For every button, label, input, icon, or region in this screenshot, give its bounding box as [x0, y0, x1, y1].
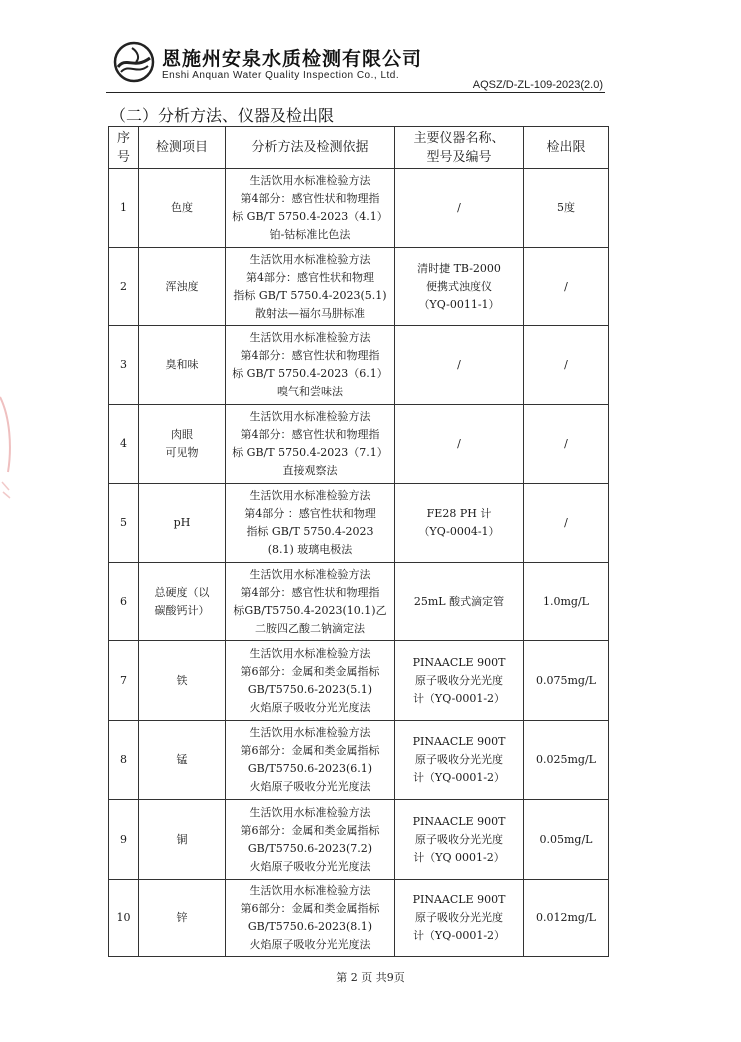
cell-item-line: 可见物: [165, 446, 199, 459]
cell-method-line: GB/T5750.6-2023(5.1): [247, 682, 373, 696]
cell-method-line: 火焰原子吸收分光光度法: [249, 780, 371, 793]
company-name-en: Enshi Anquan Water Quality Inspection Co., Ltd.: [162, 70, 400, 81]
cell-method-line: 标 GB/T 5750.4-2023（6.1）: [232, 367, 388, 380]
cell-no: 4: [109, 405, 139, 484]
table-row: [109, 800, 609, 880]
cell-method-line: 散射法—福尔马肼标准: [255, 306, 365, 320]
cell-no: 10: [109, 880, 139, 957]
cell-method-line: 火焰原子吸收分光光度法: [249, 700, 371, 714]
cell-limit: 5度: [524, 169, 609, 248]
cell-method-line: 第4部分：感官性状和物理: [246, 270, 374, 284]
cell-instrument-line: FE28 PH 计: [426, 507, 492, 520]
table-row: [109, 405, 609, 484]
header-divider: [106, 92, 605, 93]
cell-no: 2: [109, 248, 139, 326]
table-row: [109, 248, 609, 326]
cell-item: [139, 641, 226, 721]
cell-item: [139, 721, 226, 800]
cell-method-line: 第6部分：金属和类金属指标: [240, 823, 380, 837]
cell-instrument-line: PINAACLE 900T: [412, 735, 506, 748]
cell-method-line: 标 GB/T 5750.4-2023（7.1）: [232, 446, 388, 459]
cell-no: 7: [109, 641, 139, 721]
cell-item-line: 浑浊度: [165, 279, 199, 293]
cell-method-line: 生活饮用水标准检验方法: [249, 410, 371, 423]
cell-limit: /: [524, 248, 609, 326]
cell-item-line: pH: [173, 516, 191, 529]
cell-instrument-line: （YQ-0011-1）: [418, 297, 500, 311]
cell-instrument: [395, 484, 524, 563]
cell-instrument: [395, 405, 524, 484]
cell-instrument-line: 原子吸收分光光度: [415, 753, 503, 766]
table-row: [109, 484, 609, 563]
cell-method-line: 嗅气和尝味法: [277, 385, 343, 398]
cell-method-line: 第6部分：金属和类金属指标: [240, 902, 380, 915]
cell-method-line: 生活饮用水标准检验方法: [249, 567, 371, 581]
cell-item-line: 臭和味: [165, 358, 199, 371]
cell-item-line: 铜: [176, 832, 188, 846]
cell-method: [226, 641, 395, 721]
cell-method-line: 铂-钴标准比色法: [269, 228, 351, 241]
cell-instrument: [395, 800, 524, 880]
cell-instrument-line: 计（YQ-0001-2）: [412, 771, 506, 784]
cell-instrument-line: PINAACLE 900T: [412, 814, 506, 828]
cell-instrument-line: /: [457, 201, 461, 214]
section-title: （二）分析方法、仪器及检出限: [110, 106, 335, 125]
stamp-fragment-icon: [0, 392, 14, 502]
company-name-cn: 恩施州安泉水质检测有限公司: [162, 48, 423, 70]
table-row: [109, 721, 609, 800]
cell-no: 3: [109, 326, 139, 405]
page-number: 第 2 页 共9页: [336, 971, 405, 984]
cell-item: [139, 484, 226, 563]
cell-item: [139, 800, 226, 880]
cell-instrument: [395, 721, 524, 800]
cell-instrument-line: PINAACLE 900T: [412, 893, 506, 906]
methods-table: [108, 126, 609, 957]
cell-instrument-line: 原子吸收分光光度: [415, 911, 503, 924]
table-row: [109, 169, 609, 248]
cell-method-line: 第4部分 ：感官性状和物理: [244, 507, 376, 520]
cell-method-line: 第4部分：感官性状和物理指: [240, 585, 380, 599]
cell-method-line: 生活饮用水标准检验方法: [249, 884, 371, 897]
cell-limit: 0.05mg/L: [524, 800, 609, 880]
company-logo-icon: [112, 40, 156, 84]
cell-method-line: 第4部分：感官性状和物理指: [240, 349, 380, 362]
cell-no: 1: [109, 169, 139, 248]
cell-limit: 1.0mg/L: [524, 563, 609, 641]
cell-instrument-line: 25mL 酸式滴定管: [413, 594, 505, 608]
cell-item-line: 总硬度（以: [154, 585, 210, 599]
header-method: 分析方法及检测依据: [226, 127, 395, 169]
cell-method-line: 生活饮用水标准检验方法: [249, 489, 371, 502]
cell-method-line: 指标 GB/T 5750.4-2023(5.1): [233, 288, 387, 302]
cell-item: [139, 563, 226, 641]
cell-instrument: [395, 641, 524, 721]
cell-method-line: GB/T5750.6-2023(7.2): [247, 841, 373, 855]
cell-method-line: 第4部分：感官性状和物理指: [240, 192, 380, 205]
cell-item-line: 碳酸钙计）: [154, 603, 210, 617]
cell-instrument-line: 清时捷 TB-2000: [417, 261, 501, 275]
cell-limit: /: [524, 326, 609, 405]
cell-method: [226, 484, 395, 563]
cell-method-line: 生活饮用水标准检验方法: [249, 174, 371, 187]
cell-instrument: [395, 326, 524, 405]
cell-method: [226, 169, 395, 248]
cell-method-line: 生活饮用水标准检验方法: [249, 252, 371, 266]
cell-instrument: [395, 563, 524, 641]
cell-method-line: 第6部分：金属和类金属指标: [240, 664, 380, 678]
table-row: [109, 641, 609, 721]
table-row: [109, 563, 609, 641]
cell-method-line: 指标 GB/T 5750.4-2023: [246, 525, 374, 538]
cell-limit: 0.025mg/L: [524, 721, 609, 800]
cell-no: 5: [109, 484, 139, 563]
cell-instrument-line: 便携式浊度仪: [426, 279, 492, 293]
cell-method: [226, 563, 395, 641]
cell-method: [226, 248, 395, 326]
cell-method-line: 直接观察法: [282, 464, 338, 477]
cell-method-line: 标 GB/T 5750.4-2023（4.1）: [232, 210, 388, 223]
cell-item: [139, 169, 226, 248]
cell-no: 9: [109, 800, 139, 880]
table-body: [109, 169, 609, 957]
cell-no: 6: [109, 563, 139, 641]
cell-method: [226, 405, 395, 484]
cell-instrument-line: 计（YQ 0001-2）: [413, 850, 505, 864]
cell-method-line: 二胺四乙酸二钠滴定法: [255, 621, 365, 635]
table-row: [109, 880, 609, 957]
cell-item-line: 色度: [171, 201, 193, 214]
cell-instrument-line: 计（YQ-0001-2）: [412, 691, 506, 705]
cell-item: [139, 880, 226, 957]
cell-method-line: GB/T5750.6-2023(6.1): [247, 762, 373, 775]
cell-item-line: 肉眼: [171, 428, 193, 441]
cell-method: [226, 721, 395, 800]
cell-method-line: 生活饮用水标准检验方法: [249, 805, 371, 819]
header-limit: 检出限: [524, 127, 609, 169]
cell-item-line: 铁: [176, 673, 188, 687]
header-instrument: 主要仪器名称、 型号及编号: [395, 127, 524, 169]
cell-method-line: 生活饮用水标准检验方法: [249, 646, 371, 660]
header-item: 检测项目: [139, 127, 226, 169]
cell-method-line: 生活饮用水标准检验方法: [249, 726, 371, 739]
cell-method: [226, 880, 395, 957]
cell-item: [139, 248, 226, 326]
cell-item: [139, 326, 226, 405]
cell-instrument-line: /: [457, 358, 461, 371]
cell-method-line: 火焰原子吸收分光光度法: [249, 938, 371, 951]
cell-method-line: 第6部分：金属和类金属指标: [240, 744, 380, 757]
cell-instrument: [395, 248, 524, 326]
header-no: 序 号: [109, 127, 139, 169]
cell-instrument: [395, 169, 524, 248]
cell-instrument-line: 计（YQ-0001-2）: [412, 929, 506, 942]
cell-item: [139, 405, 226, 484]
cell-method-line: GB/T5750.6-2023(8.1): [247, 920, 373, 933]
table-row: [109, 326, 609, 405]
cell-item-line: 锌: [176, 911, 188, 924]
cell-instrument-line: PINAACLE 900T: [412, 655, 506, 669]
cell-item-line: 锰: [176, 753, 188, 766]
cell-instrument-line: /: [457, 437, 461, 450]
cell-instrument-line: （YQ-0004-1）: [418, 525, 500, 538]
cell-limit: /: [524, 405, 609, 484]
cell-limit: /: [524, 484, 609, 563]
cell-method-line: 第4部分：感官性状和物理指: [240, 428, 380, 441]
cell-instrument-line: 原子吸收分光光度: [415, 673, 503, 687]
cell-method-line: 标GB/T5750.4-2023(10.1)乙: [233, 603, 387, 617]
cell-no: 8: [109, 721, 139, 800]
cell-method-line: 生活饮用水标准检验方法: [249, 331, 371, 344]
table-header-row: [109, 127, 609, 169]
cell-limit: 0.075mg/L: [524, 641, 609, 721]
document-code: AQSZ/D-ZL-109-2023(2.0): [472, 79, 603, 91]
cell-method-line: (8.1) 玻璃电极法: [267, 543, 353, 556]
cell-method: [226, 326, 395, 405]
cell-limit: 0.012mg/L: [524, 880, 609, 957]
cell-method-line: 火焰原子吸收分光光度法: [249, 859, 371, 873]
cell-instrument: [395, 880, 524, 957]
cell-instrument-line: 原子吸收分光光度: [415, 832, 503, 846]
cell-method: [226, 800, 395, 880]
